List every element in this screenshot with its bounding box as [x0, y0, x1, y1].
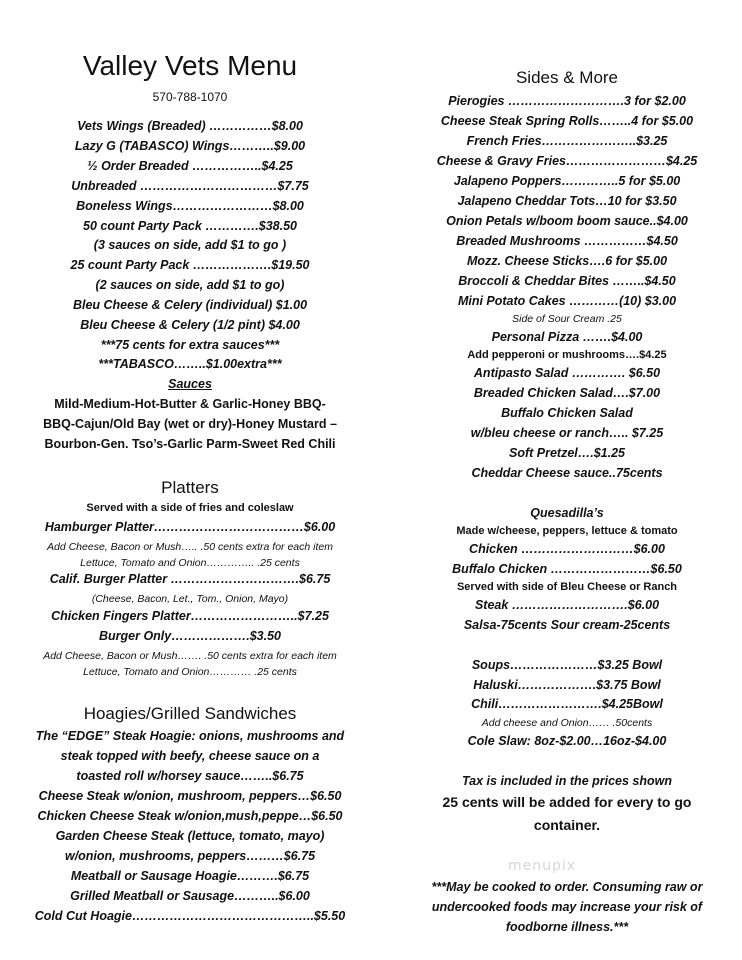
side-item: Cheddar Cheese sauce..75cents — [471, 466, 663, 480]
hoagie-item: Chicken Cheese Steak w/onion,mush,peppe…$6.50 — [37, 809, 343, 823]
sauce-line: BBQ-Cajun/Old Bay (wet or dry)-Honey Mustard – — [43, 417, 337, 431]
side-item: Cheese Steak Spring Rolls……..4 for $5.00 — [440, 114, 694, 128]
side-item: Onion Petals w/boom boom sauce..$4.00 — [446, 214, 688, 228]
watermark: menupix — [508, 858, 577, 874]
platter-item: Hamburger Platter………………………………$6.00 — [44, 520, 336, 534]
wings-item: Bleu Cheese & Celery (individual) $1.00 — [72, 298, 308, 312]
hoagie-item: Garden Cheese Steak (lettuce, tomato, mayo) — [55, 829, 325, 843]
side-item: Breaded Chicken Salad….$7.00 — [473, 386, 661, 400]
hoagie-item: toasted roll w/horsey sauce……..$6.75 — [76, 769, 304, 783]
side-item: Personal Pizza …….$4.00 — [491, 330, 643, 344]
wings-item: ½ Order Breaded ……………..$4.25 — [87, 159, 293, 173]
platter-note: (Cheese, Bacon, Let., Tom., Onion, Mayo) — [91, 593, 289, 605]
hoagie-item: w/onion, mushrooms, peppers………$6.75 — [64, 849, 316, 863]
side-item: Jalapeno Cheddar Tots…10 for $3.50 — [457, 194, 677, 208]
wings-item: Vets Wings (Breaded) ……………$8.00 — [77, 119, 303, 133]
side-item: Broccoli & Cheddar Bites ……..$4.50 — [458, 274, 676, 288]
menu-title: Valley Vets Menu — [82, 50, 298, 81]
side-item: w/bleu cheese or ranch….. $7.25 — [470, 426, 664, 440]
side-item: Jalapeno Poppers…………..5 for $5.00 — [453, 174, 681, 188]
quesadilla-note: Served with side of Bleu Cheese or Ranch — [456, 581, 678, 593]
quesadilla-item: Chicken ………………………$6.00 — [469, 542, 665, 556]
wings-item: 50 count Party Pack ………….$38.50 — [83, 219, 297, 233]
wings-item: (3 sauces on side, add $1 to go ) — [93, 238, 287, 252]
tax-note: Tax is included in the prices shown — [462, 774, 672, 788]
wings-item: (2 sauces on side, add $1 to go) — [95, 278, 285, 292]
platter-note: Lettuce, Tomato and Onion………… .25 cents — [83, 666, 297, 678]
side-item: Mini Potato Cakes …………(10) $3.00 — [457, 294, 677, 308]
side-item: Mozz. Cheese Sticks….6 for $5.00 — [466, 254, 668, 268]
quesadilla-note: Made w/cheese, peppers, lettuce & tomato — [456, 525, 678, 537]
container-note: container. — [533, 817, 601, 833]
platter-note: Add Cheese, Bacon or Mush……. .50 cents extra for each item — [43, 650, 337, 662]
quesadilla-extras: Salsa-75cents Sour cream-25cents — [463, 618, 671, 632]
side-item: French Fries…………………..$3.25 — [466, 134, 668, 148]
wings-item: 25 count Party Pack ……………….$19.50 — [70, 258, 310, 272]
platter-item: Burger Only……………….$3.50 — [99, 629, 281, 643]
wings-item: ***75 cents for extra sauces*** — [100, 338, 280, 352]
quesadillas-heading: Quesadilla’s — [530, 506, 604, 520]
food-warning: ***May be cooked to order. Consuming raw or — [431, 880, 703, 894]
side-note: Add pepperoni or mushrooms….$4.25 — [467, 349, 667, 361]
hoagie-item: Cheese Steak w/onion, mushroom, peppers…$6.50 — [38, 789, 342, 803]
soup-item: Chili…………………….$4.25Bowl — [471, 697, 663, 711]
hoagie-item: steak topped with beefy, cheese sauce on a — [60, 749, 320, 763]
cole-slaw-item: Cole Slaw: 8oz-$2.00…16oz-$4.00 — [467, 734, 667, 748]
platter-item: Chicken Fingers Platter……………………..$7.25 — [51, 609, 329, 623]
quesadilla-item: Buffalo Chicken ……………………$6.50 — [452, 562, 682, 576]
sauces-heading: Sauces — [168, 377, 212, 391]
side-item: Antipasto Salad …………. $6.50 — [473, 366, 661, 380]
soup-item: Soups…………………$3.25 Bowl — [471, 658, 663, 672]
side-item: Soft Pretzel….$1.25 — [508, 446, 625, 460]
platter-item: Calif. Burger Platter ………………………….$6.75 — [49, 572, 331, 586]
platter-note: Add Cheese, Bacon or Mush….. .50 cents extra for each item — [47, 541, 333, 553]
food-warning: foodborne illness.*** — [505, 920, 629, 934]
platters-heading: Platters — [161, 478, 219, 497]
container-note: 25 cents will be added for every to go — [442, 794, 692, 810]
side-item: Pierogies ……………………….3 for $2.00 — [448, 94, 686, 108]
hoagie-item: The “EDGE” Steak Hoagie: onions, mushrooms and — [35, 729, 345, 743]
side-item: Buffalo Chicken Salad — [501, 406, 633, 420]
wings-item: Boneless Wings……………………$8.00 — [76, 199, 304, 213]
quesadilla-item: Steak ……………………….$6.00 — [474, 598, 660, 612]
side-item: Breaded Mushrooms ……………$4.50 — [456, 234, 678, 248]
wings-item: ***TABASCO……..$1.00extra*** — [98, 357, 282, 371]
wings-item: Lazy G (TABASCO) Wings………..$9.00 — [74, 139, 306, 153]
hoagies-heading: Hoagies/Grilled Sandwiches — [83, 704, 297, 723]
wings-item: Unbreaded ……………………………$7.75 — [71, 179, 309, 193]
hoagie-item: Cold Cut Hoagie……………………………………..$5.50 — [34, 909, 346, 923]
food-warning: undercooked foods may increase your risk of — [431, 900, 703, 914]
hoagie-item: Meatball or Sausage Hoagie……….$6.75 — [70, 869, 310, 883]
soup-item: Haluski……………….$3.75 Bowl — [473, 678, 661, 692]
side-note: Side of Sour Cream .25 — [512, 313, 622, 325]
sauce-line: Bourbon-Gen. Tso’s-Garlic Parm-Sweet Red Chili — [44, 437, 336, 451]
phone-number: 570-788-1070 — [152, 90, 228, 104]
side-item: Cheese & Gravy Fries……………………$4.25 — [436, 154, 698, 168]
platters-subheading: Served with a side of fries and coleslaw — [86, 502, 294, 514]
soup-note: Add cheese and Onion…… .50cents — [481, 717, 653, 729]
sauce-line: Mild-Medium-Hot-Butter & Garlic-Honey BBQ- — [54, 397, 326, 411]
wings-item: Bleu Cheese & Celery (1/2 pint) $4.00 — [80, 318, 300, 332]
platter-note: Lettuce, Tomato and Onion………….. .25 cents — [80, 557, 300, 569]
hoagie-item: Grilled Meatball or Sausage………..$6.00 — [70, 889, 310, 903]
sides-heading: Sides & More — [515, 68, 619, 87]
